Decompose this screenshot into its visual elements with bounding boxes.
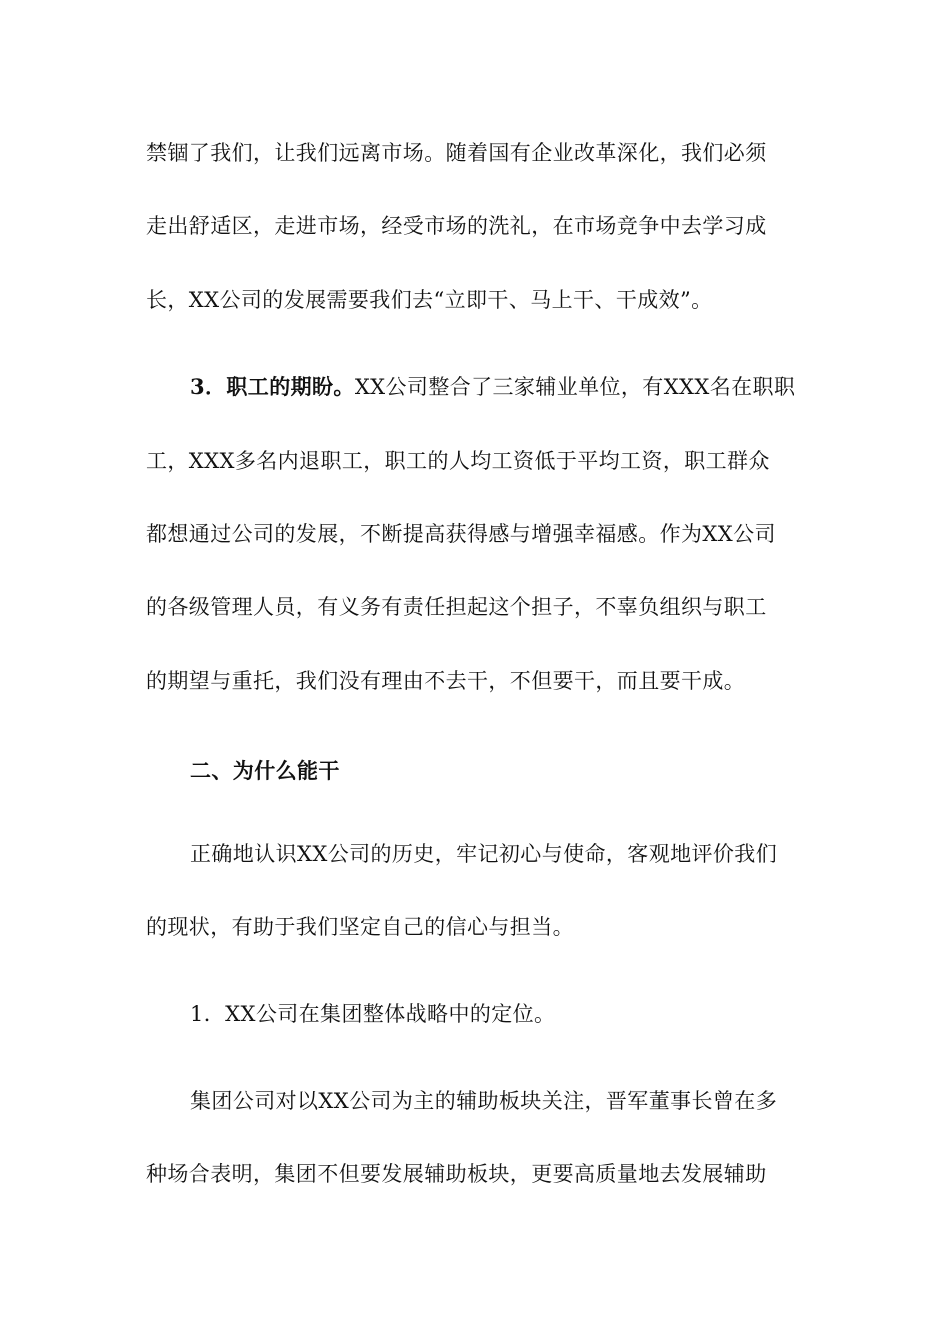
paragraph-3-heading: 3．职工的期盼。 [190, 374, 355, 399]
text-line: 走出舒适区，走进市场，经受市场的洗礼，在市场竞争中去学习成 [146, 214, 767, 238]
text-line: 集团公司对以XX公司为主的辅助板块关注，晋军董事长曾在多 [190, 1089, 778, 1113]
text-line: 禁锢了我们，让我们远离市场。随着国有企业改革深化，我们必须 [146, 141, 767, 165]
text-line: 工，XXX多名内退职工，职工的人均工资低于平均工资，职工群众 [146, 449, 770, 473]
paragraph-3-text: XX公司整合了三家辅业单位，有XXX名在职职 [354, 375, 796, 399]
text-line: 的期望与重托，我们没有理由不去干，不但要干，而且要干成。 [146, 669, 746, 693]
paragraph-3-first-line [190, 373, 816, 401]
subsection-heading: 1．XX公司在集团整体战略中的定位。 [190, 1002, 556, 1026]
text-line: 正确地认识XX公司的历史，牢记初心与使命，客观地评价我们 [190, 842, 778, 866]
text-line: 长，XX公司的发展需要我们去“立即干、马上干、干成效”。 [146, 288, 713, 312]
text-line: 种场合表明，集团不但要发展辅助板块，更要高质量地去发展辅助 [146, 1162, 767, 1186]
section-heading: 二、为什么能干 [190, 758, 340, 783]
text-line: 的各级管理人员，有义务有责任担起这个担子，不辜负组织与职工 [146, 595, 767, 619]
text-line: 都想通过公司的发展，不断提高获得感与增强幸福感。作为XX公司 [146, 522, 776, 546]
text-line: 的现状，有助于我们坚定自己的信心与担当。 [146, 915, 574, 939]
